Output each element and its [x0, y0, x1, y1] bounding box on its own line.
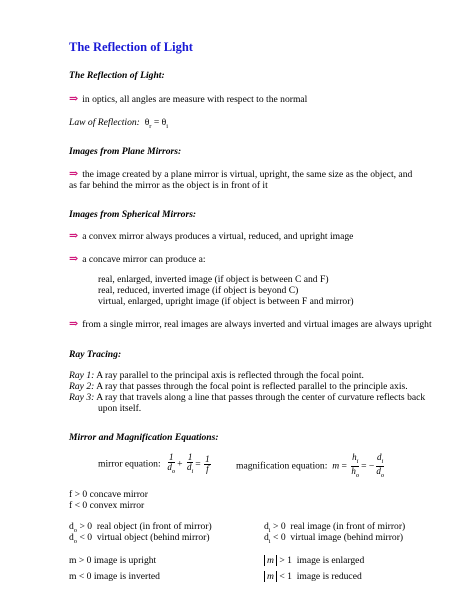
m-negative: m < 0 image is inverted	[69, 571, 160, 582]
section-heading-ray-tracing: Ray Tracing:	[69, 349, 122, 360]
bullet-text: a convex mirror always produces a virtual, reduced, and upright image	[82, 231, 354, 242]
arrow-icon: ⇒	[69, 318, 79, 330]
arrow-icon: ⇒	[69, 168, 79, 180]
law-of-reflection	[69, 117, 168, 130]
section-heading-equations: Mirror and Magnification Equations:	[69, 432, 219, 443]
f-positive: f > 0 concave mirror	[69, 489, 148, 500]
di-pos-text: real image (in front of mirror)	[290, 521, 406, 532]
do-pos-text: real object (in front of mirror)	[96, 521, 212, 532]
case-3: virtual, enlarged, upright image (if object is between F and mirror)	[98, 296, 354, 307]
mirror-equation: mirror equation: $\frac{1}{d_o}$ + $\frac{1}{d_i}$ = $\frac{1}{f}$	[98, 452, 210, 476]
bullet-plane-cont: as far behind the mirror as the object is in front of it	[69, 180, 268, 191]
section-heading-spherical: Images from Spherical Mirrors:	[69, 209, 197, 220]
do-neg-text: virtual object (behind mirror)	[96, 532, 210, 543]
mag-eq-label: magnification equation:	[236, 460, 328, 472]
arrow-icon: ⇒	[69, 230, 79, 242]
bullet-text: the image created by a plane mirror is virtual, upright, the same size as the object, and	[82, 169, 413, 180]
section-heading-reflection: The Reflection of Light:	[69, 70, 165, 81]
di-negative: $d_i < 0$ virtual image (behind mirror)	[264, 532, 404, 545]
page-title: The Reflection of Light	[69, 40, 193, 54]
arrow-icon: ⇒	[69, 253, 79, 265]
ray-label: Ray 1:	[69, 370, 95, 381]
m-reduced: m < 1 image is reduced	[264, 571, 362, 582]
magnification-equation: magnification equation: m = $\frac{h_i}{h_o}$ = − $\frac{d_i}{d_o}$	[236, 452, 385, 479]
section-heading-plane: Images from Plane Mirrors:	[69, 146, 182, 157]
ray-3	[69, 392, 425, 403]
ray-2	[69, 381, 408, 392]
bullet-text: from a single mirror, real images are always inverted and virtual images are always upright	[82, 319, 432, 330]
f-negative: f < 0 convex mirror	[69, 500, 145, 511]
bullet-plane	[69, 168, 412, 181]
m-red-text: image is reduced	[296, 571, 362, 582]
bullet-single-mirror	[69, 318, 432, 331]
ray-text: A ray parallel to the principal axis is reflected through the focal point.	[96, 370, 364, 381]
bullet-convex	[69, 230, 353, 243]
bullet-text: in optics, all angles are measure with respect to the normal	[82, 94, 308, 105]
di-neg-text: virtual image (behind mirror)	[290, 532, 404, 543]
ray-text: A ray that passes through the focal point is reflected parallel to the principle axis.	[96, 381, 408, 392]
law-equation: $\theta_r = \theta_i$	[144, 117, 169, 130]
arrow-icon: ⇒	[69, 93, 79, 105]
do-negative: $d_o < 0$ virtual object (behind mirror)	[69, 532, 210, 545]
case-1: real, enlarged, inverted image (if object is between C and F)	[98, 274, 329, 285]
m-enl-text: image is enlarged	[296, 555, 365, 566]
law-label: Law of Reflection:	[69, 117, 140, 128]
ray-label: Ray 2:	[69, 381, 95, 392]
di-positive: $d_i > 0$ real image (in front of mirror)	[264, 521, 406, 534]
ray-label: Ray 3:	[69, 392, 95, 403]
ray-text: A ray that travels along a line that passes through the center of curvature reflects back	[96, 392, 426, 403]
ray-1	[69, 370, 364, 381]
bullet-angles	[69, 93, 307, 106]
bullet-concave	[69, 253, 206, 266]
do-positive: $d_o > 0$ real object (in front of mirror)	[69, 521, 212, 534]
ray-3-cont: upon itself.	[98, 403, 142, 414]
m-positive: m > 0 image is upright	[69, 555, 157, 566]
mirror-eq-label: mirror equation:	[98, 458, 161, 470]
bullet-text: a concave mirror can produce a:	[82, 254, 206, 265]
m-enlarged: m > 1 image is enlarged	[264, 555, 364, 566]
case-2: real, reduced, inverted image (if object is beyond C)	[98, 285, 299, 296]
